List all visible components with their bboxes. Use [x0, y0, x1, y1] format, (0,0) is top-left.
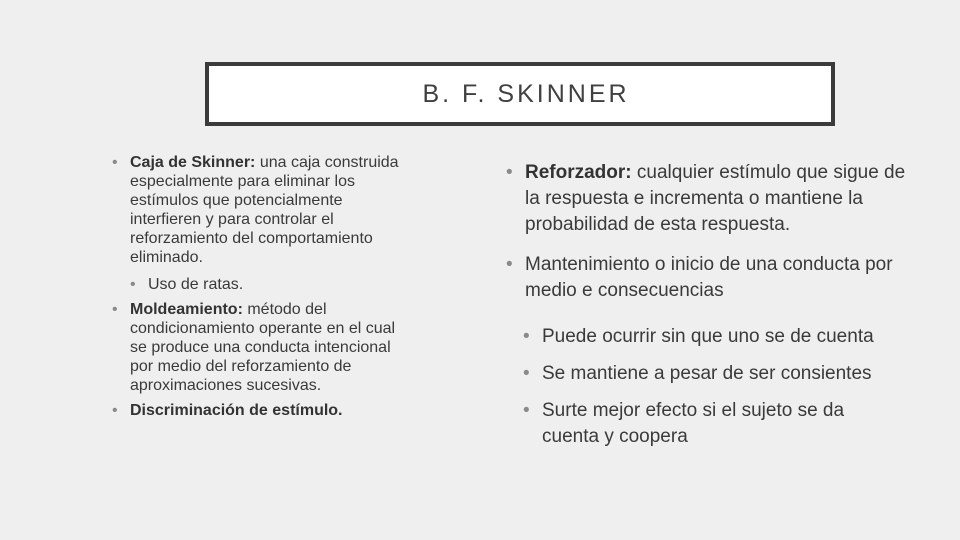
term-reforzador: Reforzador:	[525, 162, 632, 183]
bullet-reforzador	[506, 160, 906, 238]
term-moldeamiento: Moldeamiento:	[130, 301, 243, 318]
right-column	[506, 160, 906, 450]
desc-reforzador: cualquier estímulo que sigue de la respuesta e incrementa o mantiene la probabilidad de esta respuesta.	[525, 162, 906, 235]
bullet-caja-skinner	[112, 153, 412, 267]
sub-bullet-mantiene: • Se mantiene a pesar de ser consientes	[506, 361, 906, 387]
bullet-discriminacion	[112, 401, 412, 420]
sub-bullet-ratas: • Uso de ratas.	[112, 275, 412, 294]
desc-moldeamiento: método del condicionamiento operante en el cual se produce una conducta intencional por medio del reforzamiento de aproximaciones sucesivas.	[130, 301, 396, 394]
sub-bullet-ocurrir: • Puede ocurrir sin que uno se de cuenta	[506, 324, 906, 350]
term-caja-skinner: Caja de Skinner:	[130, 154, 256, 171]
term-discriminacion: Discriminación de estímulo.	[130, 402, 343, 419]
slide-title: B. F. SKINNER	[422, 79, 630, 108]
desc-caja-skinner: una caja construida especialmente para eliminar los estímulos que potencialmente interfieren y para controlar el reforzamiento del comportamiento eliminado.	[130, 154, 399, 266]
bullet-moldeamiento	[112, 300, 412, 395]
title-box	[205, 62, 835, 126]
bullet-mantenimiento: • Mantenimiento o inicio de una conducta por medio e consecuencias	[506, 252, 906, 304]
left-column	[112, 153, 412, 420]
sub-bullet-surte: • Surte mejor efecto si el sujeto se da cuenta y coopera	[506, 398, 906, 450]
